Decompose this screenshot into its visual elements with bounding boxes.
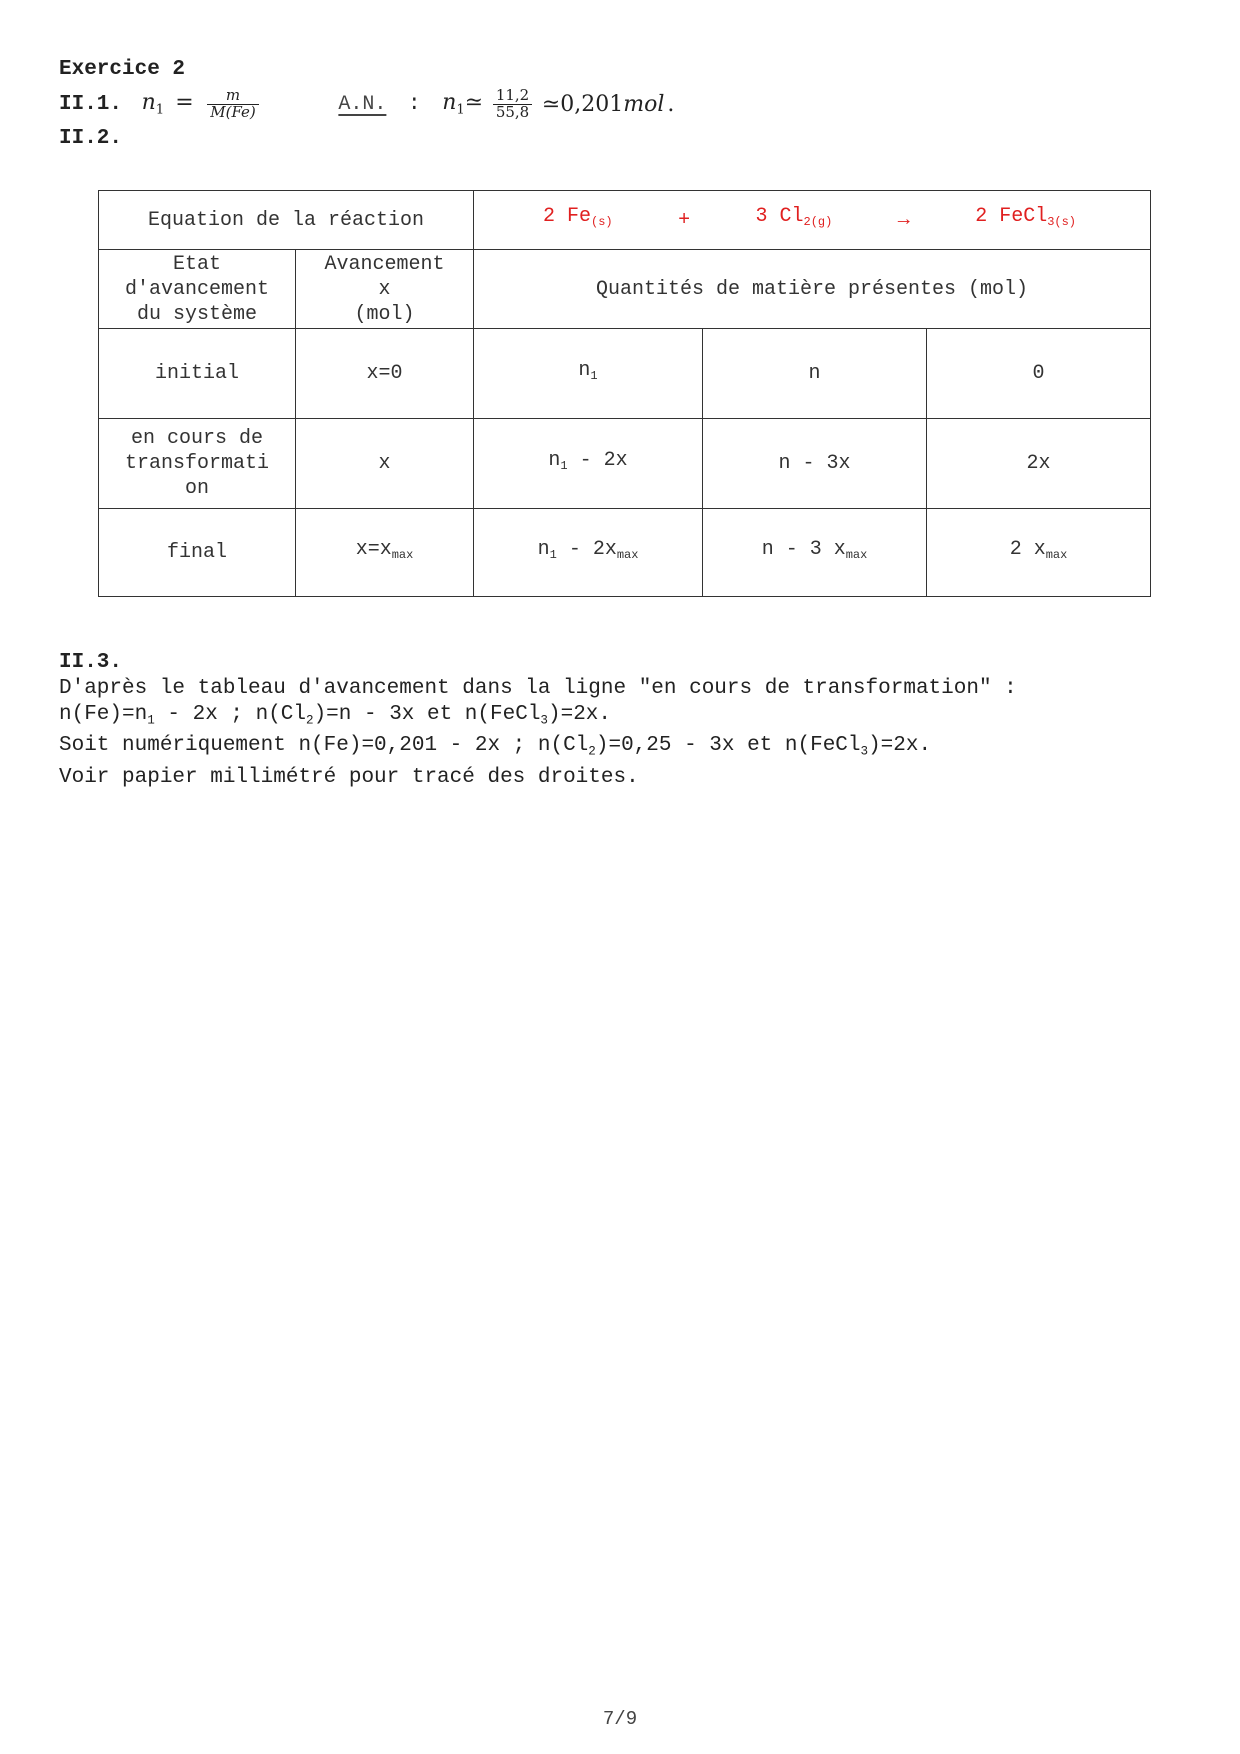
ii3-l3-c: )=2x.	[868, 734, 932, 758]
fraction-denominator: M(Fe)	[210, 102, 256, 121]
numerical-denominator: 55,8	[495, 102, 530, 121]
numerical-fraction	[493, 88, 532, 121]
in-progress-fecl-cell: 2x	[927, 419, 1151, 509]
product-fecl3	[975, 204, 1076, 235]
ii3-l2-b-sub: 2	[306, 713, 314, 728]
plus-sign: +	[678, 208, 691, 232]
reaction-arrow: →	[897, 208, 910, 232]
state-header-cell	[99, 250, 296, 329]
final-state-cell: final	[99, 509, 296, 597]
final-fe-sub: 1	[549, 548, 557, 563]
question-ii1-label: II.1.	[59, 92, 123, 116]
final-cl-text: n - 3 x	[761, 537, 846, 561]
reactant-cl2	[756, 204, 833, 235]
in-progress-fe-sub: 1	[560, 459, 568, 474]
ii3-l2-d: )=2x.	[547, 703, 611, 726]
ii3-l3-b-sub: 3	[860, 744, 869, 759]
initial-state-cell: initial	[99, 329, 296, 419]
initial-fe-cell	[474, 329, 703, 419]
initial-fe-sub: 1	[590, 369, 598, 384]
question-ii3	[59, 650, 1017, 791]
ii3-line-4: Voir papier millimétré pour tracé des droites.	[59, 765, 639, 789]
in-progress-line-3: on	[184, 477, 209, 500]
molar-fraction	[207, 88, 259, 121]
advancement-header-cell	[296, 250, 474, 329]
final-fecl-text: 2 x	[1009, 537, 1046, 561]
equation-label-cell: Equation de la réaction	[99, 191, 474, 250]
advancement-header-line-3: (mol)	[354, 302, 415, 326]
ii3-line-2	[59, 702, 1017, 733]
reaction-equation	[478, 204, 1146, 235]
ii3-l3-a: Soit numériquement n(Fe)=0,201 - 2x ; n(Cl	[59, 734, 589, 758]
n1-symbol-an: n	[442, 90, 457, 116]
final-row	[99, 509, 1151, 597]
colon: :	[408, 92, 421, 116]
in-progress-fe-cell	[474, 419, 703, 509]
in-progress-line-2: transformati	[124, 452, 270, 475]
approx-sign-2: ≃	[541, 91, 561, 117]
fraction-numerator: m	[207, 88, 259, 105]
question-ii1	[59, 88, 674, 132]
in-progress-line-1: en cours de	[130, 427, 264, 450]
in-progress-fe-rest: - 2x	[567, 448, 628, 472]
final-fecl-sub: max	[1045, 548, 1068, 563]
equals-sign: =	[175, 90, 194, 116]
ii3-l3-b: )=0,25 - 3x et n(FeCl	[595, 734, 861, 758]
ii3-l2-a: n(Fe)=n	[59, 703, 148, 726]
in-progress-row	[99, 419, 1151, 509]
ii3-l2-c: )=n - 3x et n(FeCl	[313, 703, 541, 726]
initial-x-cell: x=0	[296, 329, 474, 419]
final-fe-rest-sub: max	[616, 548, 639, 563]
final-fe-n: n	[537, 537, 550, 561]
in-progress-x-cell: x	[296, 419, 474, 509]
ii3-line-1: D'après le tableau d'avancement dans la ligne "en cours de transformation" :	[59, 677, 1017, 700]
n1-subscript-an: 1	[456, 103, 465, 119]
final-x-text: x=x	[355, 537, 392, 561]
advancement-header-line-1: Avancement	[324, 252, 445, 276]
question-ii2-label: II.2.	[59, 127, 123, 150]
equation-cell	[474, 191, 1151, 250]
result-number: 0,201	[560, 91, 624, 117]
final-cl-sub: max	[845, 548, 868, 563]
ii3-l2-a-sub: 1	[147, 713, 155, 728]
cl-formula: 3 Cl	[755, 205, 804, 229]
n1-formula	[142, 90, 198, 118]
result-value	[542, 92, 675, 117]
result-unit: mol	[623, 91, 665, 117]
equation-row	[99, 191, 1151, 250]
ii3-l2-c-sub: 3	[540, 713, 548, 728]
approx-sign: ≃	[464, 90, 484, 116]
initial-row	[99, 329, 1151, 419]
initial-fe-n: n	[578, 358, 591, 382]
n1-symbol: n	[141, 90, 156, 116]
final-x-sub: max	[391, 548, 414, 563]
final-fe-rest: - 2x	[556, 537, 617, 561]
final-cl-cell	[703, 509, 927, 597]
state-header-line-2: d'avancement	[124, 277, 270, 301]
advancement-table	[98, 190, 1151, 597]
header-row	[99, 250, 1151, 329]
final-fe-cell	[474, 509, 703, 597]
cl-state: 2(g)	[803, 215, 833, 230]
ii3-line-3	[59, 733, 1017, 764]
fe-formula: 2 Fe	[543, 205, 592, 229]
in-progress-cl-cell: n - 3x	[703, 419, 927, 509]
state-header-line-1: Etat	[172, 252, 221, 276]
question-ii3-label: II.3.	[59, 651, 123, 674]
page-number: 7/9	[602, 1708, 638, 1730]
quantities-header-cell: Quantités de matière présentes (mol)	[474, 250, 1151, 329]
n1-result	[442, 90, 483, 118]
ii3-l2-b: - 2x ; n(Cl	[154, 703, 307, 726]
state-header-line-3: du système	[136, 302, 258, 326]
advancement-header-line-2: x	[378, 277, 391, 301]
numerical-application-label: A.N.	[338, 92, 387, 116]
initial-fecl-cell: 0	[927, 329, 1151, 419]
final-fecl-cell	[927, 509, 1151, 597]
exercise-title: Exercice 2	[59, 58, 186, 81]
fecl-formula: 2 FeCl	[975, 205, 1048, 229]
result-period: .	[667, 91, 675, 117]
fe-state: (s)	[591, 215, 613, 230]
numerical-numerator: 11,2	[493, 88, 532, 105]
ii3-l3-a-sub: 2	[588, 744, 596, 759]
initial-cl-cell: n	[703, 329, 927, 419]
n1-subscript: 1	[155, 103, 165, 119]
reactant-fe	[543, 204, 613, 235]
in-progress-state-cell	[99, 419, 296, 509]
in-progress-fe-n: n	[548, 448, 561, 472]
final-x-cell	[296, 509, 474, 597]
fecl-state: 3(s)	[1047, 215, 1077, 230]
